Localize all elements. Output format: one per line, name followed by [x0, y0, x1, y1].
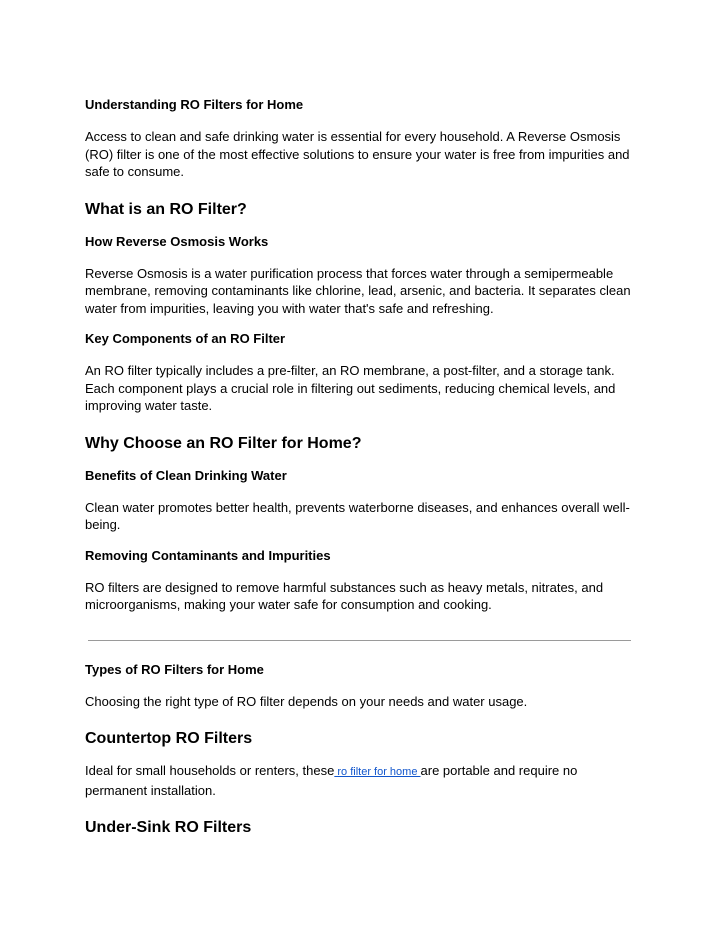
document-title: Understanding RO Filters for Home	[85, 97, 304, 112]
document-page	[85, 96, 635, 839]
removing-contaminants-paragraph: RO filters are designed to remove harmful substances such as heavy metals, nitrates, and microorganisms, making your water safe for consumption and cooking.	[85, 579, 604, 612]
subheading-benefits: Benefits of Clean Drinking Water	[85, 467, 287, 483]
subheading-types: Types of RO Filters for Home	[85, 661, 264, 677]
subheading-how-ro-works: How Reverse Osmosis Works	[85, 233, 269, 249]
heading-countertop: Countertop RO Filters	[85, 730, 253, 747]
heading-why-choose: Why Choose an RO Filter for Home?	[85, 434, 362, 452]
countertop-text-before: Ideal for small households or renters, these	[85, 763, 335, 778]
countertop-text-after: are portable and require no permanent installation.	[85, 763, 578, 798]
how-ro-works-paragraph: Reverse Osmosis is a water purification process that forces water through a semipermeable membrane, removing contaminants like chlorine, lead, arsenic, and bacteria. It separates clean water from impurities, leaving you with water that's safe and refreshing.	[85, 265, 631, 316]
subheading-key-components: Key Components of an RO Filter	[85, 331, 286, 346]
horizontal-divider	[88, 640, 631, 641]
countertop-paragraph	[85, 762, 635, 799]
benefits-paragraph: Clean water promotes better health, prevents waterborne diseases, and enhances overall well-being.	[85, 499, 630, 532]
heading-what-is-ro: What is an RO Filter?	[85, 200, 247, 218]
ro-filter-link[interactable]: ro filter for home	[334, 766, 421, 778]
subheading-removing-contaminants: Removing Contaminants and Impurities	[85, 547, 331, 563]
key-components-paragraph: An RO filter typically includes a pre-filter, an RO membrane, a post-filter, and a storage tank. Each component plays a crucial role in filtering out sediments, reducing chemical levels, and improving water taste.	[85, 363, 616, 413]
types-paragraph: Choosing the right type of RO filter depends on your needs and water usage.	[85, 693, 528, 709]
heading-under-sink: Under-Sink RO Filters	[85, 819, 252, 836]
intro-paragraph: Access to clean and safe drinking water is essential for every household. A Reverse Osmosis (RO) filter is one of the most effective solutions to ensure your water is free from impurities and safe to consume.	[85, 129, 630, 179]
